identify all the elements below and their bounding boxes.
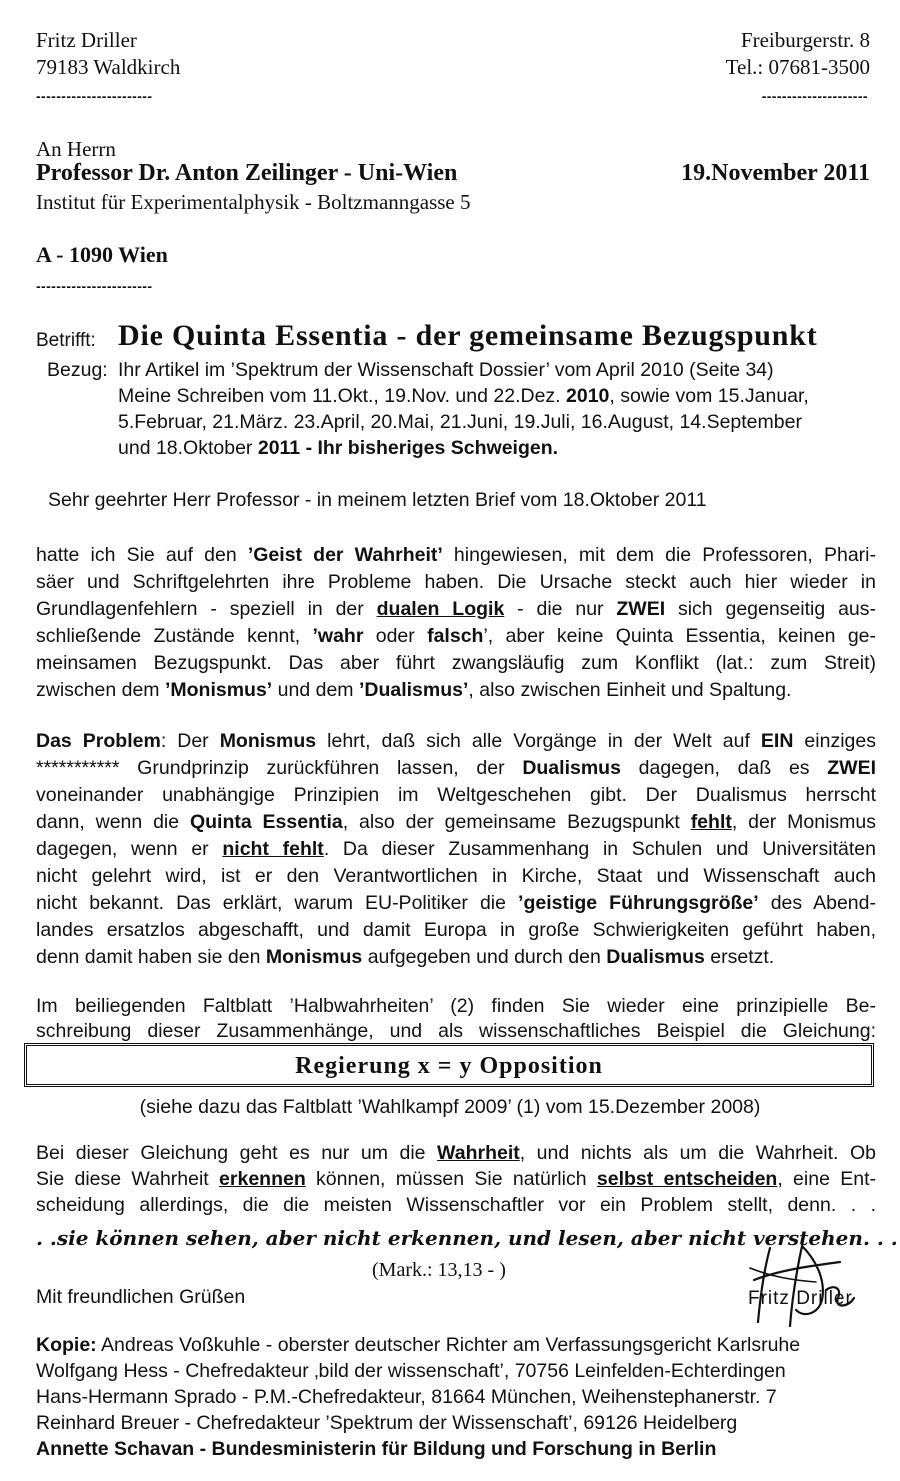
para4-line-1 — [36, 1142, 876, 1165]
reference-line-3: 5.Februar, 21.März. 23.April, 20.Mai, 21.Juni, 19.Juli, 16.August, 14.September — [118, 411, 802, 433]
para1-line-3 — [36, 598, 876, 621]
reference-text: , sowie vom 15.Januar, — [609, 385, 809, 407]
text: dagegen, daß es — [620, 757, 828, 779]
subject-label: Betrifft: — [36, 330, 96, 351]
text: , also der gemeinsame Bezugspunkt — [342, 811, 691, 833]
text: oder — [363, 625, 428, 647]
copy-line-2: Wolfgang Hess - Chefredakteur ‚bild der wissenschaft’, 70756 Leinfelden-Echterdingen — [36, 1360, 786, 1382]
text: , der Monismus — [731, 811, 876, 833]
recipient-salutation: An Herrn — [36, 137, 116, 161]
text: und dem — [272, 679, 359, 701]
para3-line-2: schreibung dieser Zusammenhänge, und als wissenschaftliches Beispiel die Gleichung: — [36, 1020, 876, 1042]
sender-rule-right: --------------------- — [761, 88, 868, 104]
para2-line-6: nicht gelehrt wird, ist er den Verantwortlichen in Kirche, Staat und Wissenschaft auch — [36, 865, 876, 887]
sender-rule: ----------------------- — [36, 88, 153, 104]
emphasis: ’wahr — [312, 625, 364, 647]
recipient-institute: Institut für Experimentalphysik - Boltzmanngasse 5 — [36, 190, 471, 214]
recipient-city: A - 1090 Wien — [36, 242, 168, 267]
para2-line-4 — [36, 811, 876, 834]
copy-line-3: Hans-Hermann Sprado - P.M.-Chefredakteur, 81664 München, Weihenstephanerstr. 7 — [36, 1386, 777, 1408]
emphasis: EIN — [760, 730, 794, 752]
para1-line-2: säer und Schriftgelehrten ihre Probleme haben. Die Ursache steckt auch hier wieder in — [36, 571, 876, 593]
emphasis: nicht fehlt — [222, 838, 324, 860]
recipient-rule: ----------------------- — [36, 278, 153, 294]
sender-street: Freiburgerstr. 8 — [740, 28, 870, 52]
text: , eine Ent- — [777, 1168, 876, 1190]
emphasis: erkennen — [219, 1168, 306, 1190]
reference-text: und 18.Oktober — [118, 437, 258, 459]
emphasis: selbst entscheiden — [596, 1168, 778, 1190]
para1-line-6 — [36, 679, 876, 702]
text: sich gegenseitig aus- — [665, 598, 876, 620]
text: dann, wenn die — [36, 811, 190, 833]
reference-label: Bezug: — [47, 359, 108, 381]
reference-line-4 — [118, 437, 558, 460]
equation-box — [24, 1043, 874, 1087]
text: nicht bekannt. Das erklärt, warum EU-Politiker die — [36, 892, 519, 914]
emphasis: Monismus — [219, 730, 317, 752]
emphasis: ’Geist der Wahrheit’ — [247, 544, 443, 566]
text: aufgegeben und durch den — [362, 946, 607, 968]
reference-silence: 2011 - Ihr bisheriges Schweigen. — [257, 437, 559, 459]
emphasis: Wahrheit — [437, 1142, 520, 1164]
text: Grundlagenfehlern - speziell in der — [36, 598, 377, 620]
copies-label: Kopie: — [36, 1334, 97, 1356]
greeting: Sehr geehrter Herr Professor - in meinem letzten Brief vom 18.Oktober 2011 — [48, 489, 707, 511]
sender-name: Fritz Driller — [36, 28, 137, 52]
emphasis: dualen Logik — [376, 598, 505, 620]
text: hatte ich Sie auf den — [36, 544, 248, 566]
emphasis: Dualismus — [606, 946, 705, 968]
closing: Mit freundlichen Grüßen — [36, 1286, 246, 1308]
text: , also zwischen Einheit und Spaltung. — [468, 679, 792, 701]
emphasis: ’Monismus’ — [164, 679, 273, 701]
text: einziges — [793, 730, 876, 752]
reference-line-2 — [118, 385, 809, 408]
text: dagegen, wenn er — [36, 838, 223, 860]
emphasis: Das Problem — [36, 730, 161, 752]
signature-name: Fritz Driller — [748, 1288, 853, 1309]
text: können, müssen Sie natürlich — [305, 1168, 597, 1190]
text: . Da dieser Zusammenhang in Schulen und Universitäten — [323, 838, 876, 860]
para2-line-5 — [36, 838, 876, 861]
copy-line-1 — [36, 1334, 800, 1357]
equation: Regierung x = y Opposition — [295, 1053, 603, 1079]
para2-line-1 — [36, 730, 876, 753]
emphasis: ZWEI — [827, 757, 877, 779]
emphasis: ’geistige Führungsgröße’ — [518, 892, 759, 914]
handwritten-signature — [730, 1240, 880, 1340]
text: - die nur — [504, 598, 617, 620]
para3-line-1: Im beiliegenden Faltblatt ’Halbwahrheiten’ (2) finden Sie wieder eine prinzipielle Be- — [36, 995, 876, 1017]
reference-line-1: Ihr Artikel im ’Spektrum der Wissenschaft Dossier’ vom April 2010 (Seite 34) — [118, 359, 774, 381]
copy-line-5: Annette Schavan - Bundesministerin für Bildung und Forschung in Berlin — [36, 1438, 717, 1460]
para1-line-1 — [36, 544, 876, 567]
para2-line-8: landes ersatzlos abgeschafft, und damit Europa in große Schwierigkeiten geführt haben, — [36, 919, 876, 941]
text: zwischen dem — [36, 679, 165, 701]
text: ersetzt. — [704, 946, 775, 968]
text: schließende Zustände kennt, — [36, 625, 313, 647]
emphasis: fehlt — [690, 811, 732, 833]
text: Grundprinzip zurückführen lassen, der — [119, 757, 523, 779]
asterisks: *********** — [36, 757, 120, 779]
subject-title: Die Quinta Essentia - der gemeinsame Bezugspunkt — [118, 319, 818, 352]
reference-year: 2010 — [566, 385, 610, 407]
text: : Der — [160, 730, 220, 752]
para2-line-9 — [36, 946, 876, 969]
emphasis: ’Dualismus’ — [358, 679, 469, 701]
text: Sie diese Wahrheit — [36, 1168, 220, 1190]
bible-quote: . .sie können sehen, aber nicht erkennen, und lesen, aber nicht verstehen. . . — [36, 1226, 898, 1250]
emphasis: Monismus — [265, 946, 363, 968]
reference-text: Meine Schreiben vom 11.Okt., 19.Nov. und 22.Dez. — [118, 385, 567, 407]
recipient-name: Professor Dr. Anton Zeilinger - Uni-Wien — [36, 160, 458, 186]
para4-line-3: scheidung allerdings, die die meisten Wissenschaftler vor ein Problem stellt, denn. . . — [36, 1194, 876, 1216]
text: ’, aber keine Quinta Essentia, keinen ge- — [483, 625, 876, 647]
sender-city: 79183 Waldkirch — [36, 55, 181, 79]
equation-note: (siehe dazu das Faltblatt ’Wahlkampf 2009’ (1) vom 15.Dezember 2008) — [139, 1096, 761, 1118]
quote-source: (Mark.: 13,13 - ) — [372, 1259, 506, 1281]
para2-line-2 — [36, 757, 876, 780]
sender-phone: Tel.: 07681-3500 — [725, 55, 870, 79]
letter-date: 19.November 2011 — [681, 160, 870, 186]
copy-recipient: Andreas Voßkuhle - oberster deutscher Richter am Verfassungsgericht Karlsruhe — [96, 1334, 801, 1356]
para2-line-3: voneinander unabhängige Prinzipien im Weltgeschehen gibt. Der Dualismus herrscht — [36, 784, 876, 806]
text: des Abend- — [758, 892, 876, 914]
text: Bei dieser Gleichung geht es nur um die — [36, 1142, 438, 1164]
text: denn damit haben sie den — [36, 946, 266, 968]
text: , und nichts als um die Wahrheit. Ob — [519, 1142, 876, 1164]
text: hingewiesen, mit dem die Professoren, Phari- — [442, 544, 876, 566]
emphasis: ZWEI — [616, 598, 666, 620]
para4-line-2 — [36, 1168, 876, 1191]
emphasis: Dualismus — [522, 757, 621, 779]
emphasis: falsch — [427, 625, 484, 647]
text: lehrt, daß sich alle Vorgänge in der Welt auf — [316, 730, 761, 752]
emphasis: Quinta Essentia — [189, 811, 343, 833]
para2-line-7 — [36, 892, 876, 915]
para1-line-4 — [36, 625, 876, 648]
copy-line-4: Reinhard Breuer - Chefredakteur ’Spektrum der Wissenschaft’, 69126 Heidelberg — [36, 1412, 738, 1434]
para1-line-5: meinsamen Bezugspunkt. Das aber führt zwangsläufig zum Konflikt (lat.: zum Streit) — [36, 652, 876, 674]
